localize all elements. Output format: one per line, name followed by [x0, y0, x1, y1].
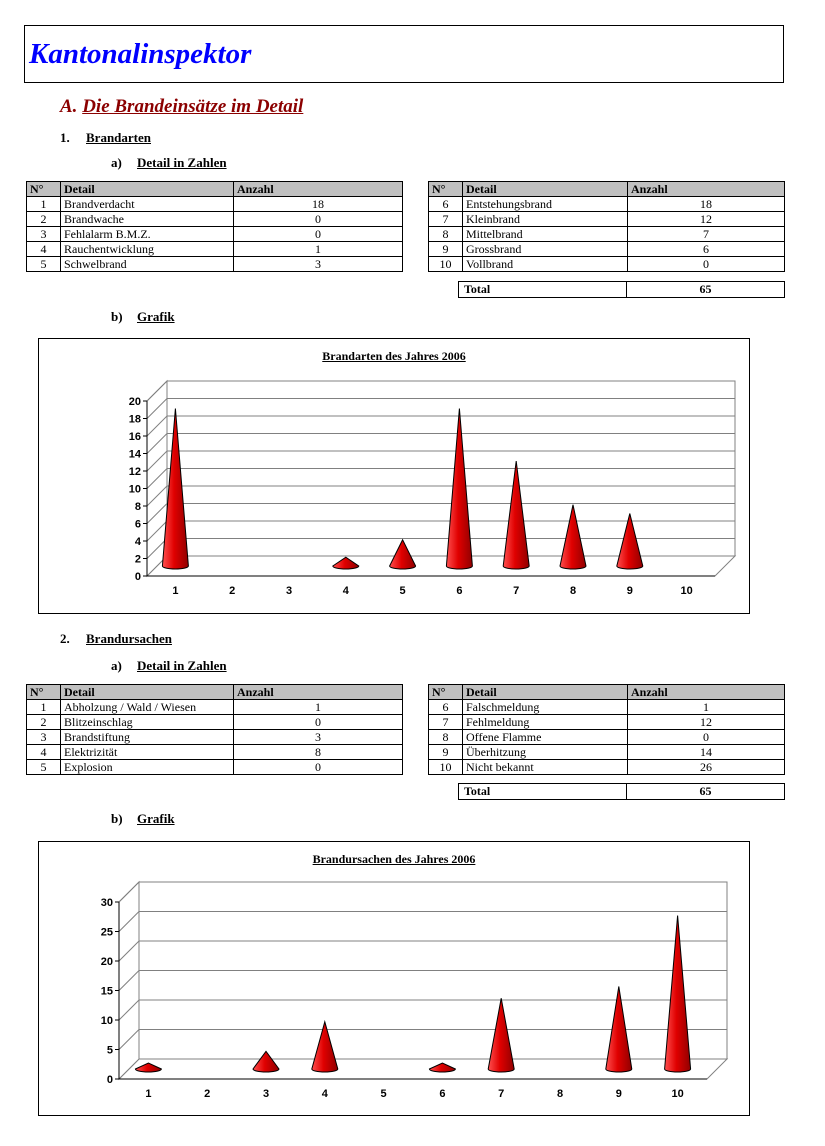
table-row [429, 257, 785, 272]
part1-sub-b-letter: b) [111, 309, 123, 324]
part2-title: Brandursachen [86, 631, 172, 646]
chart-brandarten-plot [39, 339, 751, 615]
table-cell-n: 2 [27, 715, 61, 730]
part2-right-header-row [429, 685, 785, 700]
part1-title: Brandarten [86, 130, 151, 145]
chart-ytick-label: 0 [134, 571, 141, 583]
chart-ytick-label: 6 [134, 518, 141, 531]
table-row [429, 745, 785, 760]
table-cell-anzahl: 8 [234, 745, 403, 760]
part1-right-header-anzahl: Anzahl [628, 182, 785, 197]
part2-sub-a-title: Detail in Zahlen [137, 658, 227, 673]
chart-xtick-label: 8 [556, 1088, 564, 1100]
table-cell-anzahl: 14 [628, 745, 785, 760]
part2-right-header-n: N° [429, 685, 463, 700]
chart-xtick-label: 1 [172, 585, 179, 597]
table-cell-n: 8 [429, 227, 463, 242]
table-cell-n: 9 [429, 242, 463, 257]
table-row [429, 242, 785, 257]
part2-left-header-detail: Detail [61, 685, 234, 700]
chart-xtick-label: 10 [680, 585, 693, 597]
table-cell-detail: Kleinbrand [463, 212, 628, 227]
chart-ytick-label: 2 [134, 553, 141, 566]
chart-xtick-label: 7 [498, 1088, 505, 1100]
table-row [429, 715, 785, 730]
table-cell-n: 2 [27, 212, 61, 227]
table-cell-anzahl: 3 [234, 257, 403, 272]
part1-right-header-row [429, 182, 785, 197]
part2-total-table [458, 783, 785, 800]
table-row [429, 700, 785, 715]
part2-heading [60, 631, 172, 647]
header-box [24, 25, 784, 83]
chart-xtick-label: 9 [615, 1088, 622, 1100]
part1-left-header-row [27, 182, 403, 197]
part2-table-left [26, 684, 403, 775]
table-cell-detail: Brandverdacht [61, 197, 234, 212]
table-cell-n: 7 [429, 212, 463, 227]
chart-ytick-label: 5 [106, 1044, 113, 1057]
chart-ytick-label: 4 [134, 536, 141, 548]
chart-xtick-label: 9 [626, 585, 633, 597]
chart-ytick-label: 30 [100, 897, 113, 909]
table-cell-detail: Elektrizität [61, 745, 234, 760]
part1-sub-b-heading [111, 309, 175, 325]
table-row [27, 227, 403, 242]
part2-table-right [428, 684, 785, 775]
chart-xtick-label: 5 [380, 1088, 387, 1100]
table-row [429, 730, 785, 745]
table-cell-anzahl: 0 [234, 227, 403, 242]
part1-left-header-detail: Detail [61, 182, 234, 197]
part1-heading [60, 130, 151, 146]
table-cell-n: 1 [27, 700, 61, 715]
table-row [27, 257, 403, 272]
table-cell-n: 4 [27, 745, 61, 760]
table-cell-detail: Offene Flamme [463, 730, 628, 745]
chart-ytick-label: 12 [128, 466, 141, 478]
table-cell-anzahl: 0 [628, 257, 785, 272]
section-letter: A. [60, 96, 78, 117]
table-cell-anzahl: 0 [234, 715, 403, 730]
chart-xtick-label: 6 [456, 585, 463, 597]
table-row [429, 227, 785, 242]
chart-ytick-label: 10 [100, 1015, 113, 1027]
table-row [429, 760, 785, 775]
chart-ytick-label: 0 [106, 1074, 113, 1086]
part2-right-header-anzahl: Anzahl [628, 685, 785, 700]
table-cell-detail: Blitzeinschlag [61, 715, 234, 730]
table-row [27, 760, 403, 775]
chart-brandursachen-title: Brandursachen des Jahres 2006 [312, 852, 476, 866]
table-cell-detail: Grossbrand [463, 242, 628, 257]
table-cell-detail: Vollbrand [463, 257, 628, 272]
table-cell-detail: Fehlalarm B.M.Z. [61, 227, 234, 242]
chart-brandursachen-plot [39, 842, 751, 1117]
table-cell-n: 5 [27, 257, 61, 272]
chart-brandursachen [38, 841, 750, 1116]
chart-xtick-label: 2 [204, 1088, 211, 1100]
table-cell-detail: Brandwache [61, 212, 234, 227]
table-cell-detail: Nicht bekannt [463, 760, 628, 775]
part2-left-header-n: N° [27, 685, 61, 700]
table-cell-n: 9 [429, 745, 463, 760]
chart-xtick-label: 7 [513, 585, 520, 597]
part1-sub-b-title: Grafik [137, 309, 175, 324]
table-cell-anzahl: 7 [628, 227, 785, 242]
table-cell-anzahl: 0 [628, 730, 785, 745]
chart-xtick-label: 8 [569, 585, 577, 597]
table-row [27, 715, 403, 730]
part2-number: 2. [60, 631, 70, 646]
table-cell-anzahl: 1 [628, 700, 785, 715]
table-cell-detail: Entstehungsbrand [463, 197, 628, 212]
table-cell-detail: Abholzung / Wald / Wiesen [61, 700, 234, 715]
table-cell-anzahl: 1 [234, 700, 403, 715]
chart-xtick-label: 6 [439, 1088, 446, 1100]
table-cell-n: 10 [429, 760, 463, 775]
chart-ytick-label: 15 [100, 985, 113, 998]
table-cell-n: 7 [429, 715, 463, 730]
part2-total-label: Total [459, 784, 627, 800]
table-cell-anzahl: 1 [234, 242, 403, 257]
part1-sub-a-heading [111, 155, 227, 171]
table-row [27, 730, 403, 745]
part1-sub-a-letter: a) [111, 155, 122, 170]
part1-sub-a-title: Detail in Zahlen [137, 155, 227, 170]
table-cell-detail: Explosion [61, 760, 234, 775]
table-row [27, 700, 403, 715]
section-title: Die Brandeinsätze im Detail [82, 96, 304, 117]
part2-total-value: 65 [627, 784, 785, 800]
table-row [429, 212, 785, 227]
table-row [27, 242, 403, 257]
part2-sub-a-letter: a) [111, 658, 122, 673]
part1-total-table [458, 281, 785, 298]
table-cell-anzahl: 12 [628, 212, 785, 227]
part1-right-header-n: N° [429, 182, 463, 197]
table-row [27, 212, 403, 227]
part1-total-label: Total [459, 282, 627, 298]
chart-xtick-label: 1 [145, 1088, 152, 1100]
table-row [429, 197, 785, 212]
table-cell-n: 6 [429, 197, 463, 212]
part2-sub-b-heading [111, 811, 175, 827]
page-title: Kantonalinspektor [29, 38, 252, 70]
table-cell-detail: Schwelbrand [61, 257, 234, 272]
part1-left-header-anzahl: Anzahl [234, 182, 403, 197]
table-cell-detail: Falschmeldung [463, 700, 628, 715]
table-cell-n: 3 [27, 730, 61, 745]
chart-ytick-label: 16 [128, 431, 141, 443]
part1-table-right [428, 181, 785, 272]
part1-total-value: 65 [627, 282, 785, 298]
part1-left-header-n: N° [27, 182, 61, 197]
chart-xtick-label: 4 [321, 1088, 328, 1100]
chart-xtick-label: 10 [671, 1088, 684, 1100]
table-cell-detail: Fehlmeldung [463, 715, 628, 730]
chart-xtick-label: 3 [285, 585, 293, 597]
part2-sub-a-heading [111, 658, 227, 674]
table-cell-n: 5 [27, 760, 61, 775]
chart-floor [147, 556, 735, 576]
part2-sub-b-title: Grafik [137, 811, 175, 826]
table-cell-n: 10 [429, 257, 463, 272]
chart-ytick-label: 18 [128, 413, 141, 426]
table-cell-n: 8 [429, 730, 463, 745]
table-cell-detail: Rauchentwicklung [61, 242, 234, 257]
chart-xtick-label: 5 [399, 585, 406, 597]
table-cell-n: 4 [27, 242, 61, 257]
part1-right-header-detail: Detail [463, 182, 628, 197]
table-cell-detail: Mittelbrand [463, 227, 628, 242]
chart-xtick-label: 4 [342, 585, 349, 597]
table-cell-n: 1 [27, 197, 61, 212]
table-cell-anzahl: 6 [628, 242, 785, 257]
table-cell-anzahl: 3 [234, 730, 403, 745]
section-heading [60, 96, 303, 118]
chart-brandarten [38, 338, 750, 614]
chart-ytick-label: 25 [100, 926, 113, 939]
chart-xtick-label: 3 [262, 1088, 270, 1100]
chart-ytick-label: 8 [134, 501, 141, 513]
table-cell-anzahl: 12 [628, 715, 785, 730]
part2-right-header-detail: Detail [463, 685, 628, 700]
chart-ytick-label: 20 [128, 396, 141, 408]
table-cell-detail: Brandstiftung [61, 730, 234, 745]
part2-sub-b-letter: b) [111, 811, 123, 826]
part1-table-left [26, 181, 403, 272]
table-row [27, 745, 403, 760]
chart-xtick-label: 2 [229, 585, 236, 597]
part1-number: 1. [60, 130, 70, 145]
table-cell-anzahl: 26 [628, 760, 785, 775]
chart-floor [119, 1059, 727, 1079]
table-cell-anzahl: 18 [628, 197, 785, 212]
chart-ytick-label: 20 [100, 956, 113, 968]
table-cell-detail: Überhitzung [463, 745, 628, 760]
part2-left-header-row [27, 685, 403, 700]
chart-ytick-label: 10 [128, 483, 141, 496]
table-cell-n: 6 [429, 700, 463, 715]
table-cell-anzahl: 18 [234, 197, 403, 212]
chart-brandarten-title: Brandarten des Jahres 2006 [322, 349, 466, 363]
part2-left-header-anzahl: Anzahl [234, 685, 403, 700]
table-cell-anzahl: 0 [234, 760, 403, 775]
chart-ytick-label: 14 [128, 448, 141, 461]
table-row [27, 197, 403, 212]
table-cell-n: 3 [27, 227, 61, 242]
table-cell-anzahl: 0 [234, 212, 403, 227]
